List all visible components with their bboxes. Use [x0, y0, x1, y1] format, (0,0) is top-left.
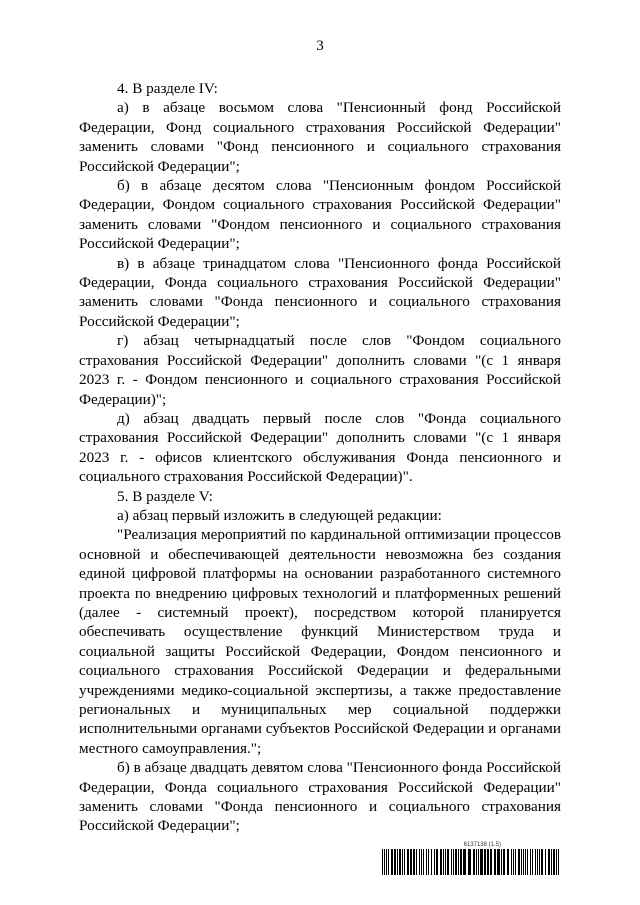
barcode-bar	[532, 849, 533, 875]
barcode-bar	[428, 849, 429, 875]
barcode-bar	[419, 849, 420, 875]
barcode-bar	[451, 849, 452, 875]
barcode-bar	[487, 849, 489, 875]
barcode-bar	[553, 849, 555, 875]
barcode-bar	[399, 849, 401, 875]
barcode-bar	[551, 849, 552, 875]
barcode-bar	[548, 849, 550, 875]
paragraph-4c: в) в абзаце тринадцатом слова "Пенсионного фонда Российской Федерации, Фонда социального страхования Российской Федерации" заменить словами "Фонда пенсионного и социального страхования Российской Федерации";	[79, 254, 561, 330]
barcode	[381, 849, 563, 875]
barcode-bar	[443, 849, 444, 875]
paragraph-5b: б) в абзаце двадцать девятом слова "Пенсионного фонда Российской Федерации, Фонда социального страхования Российской Федерации" заменить словами "Фонда пенсионного и социального страхования Российской Федерации";	[79, 759, 561, 835]
barcode-bar	[513, 849, 514, 875]
barcode-bar	[535, 849, 536, 875]
barcode-bar	[434, 849, 435, 875]
barcode-bar	[426, 849, 427, 875]
barcode-bar	[556, 849, 557, 875]
barcode-bar	[463, 849, 466, 875]
barcode-bar	[440, 849, 442, 875]
section-5-heading: 5. В разделе V:	[117, 487, 213, 505]
barcode-bar	[445, 849, 446, 875]
barcode-bar	[473, 849, 475, 875]
barcode-bar	[458, 849, 459, 875]
barcode-bar	[497, 849, 500, 875]
paragraph-5a-quote: "Реализация мероприятий по кардинальной оптимизации процессов основной и обеспечивающей деятельности невозможна без создания единой цифровой платформы на основании разработанного системного проекта по внедрению цифровых технологий и платформенных решений (далее - системный проект), посредством которой планируется обеспечивать осуществление функций Министерством труда и социальной защиты Российской Федерации, Фондом пенсионного и социального страхования Российской Федерации и федеральными учреждениями медико-социальной экспертизы, а также предоставление региональных и муниципальных мер социальной поддержки исполнительными органами субъектов Российской Федерации и органами местного самоуправления.";	[79, 526, 561, 757]
barcode-bar	[384, 849, 385, 875]
barcode-bar	[421, 849, 422, 875]
barcode-bar	[537, 849, 538, 875]
barcode-bar	[501, 849, 502, 875]
barcode-bar	[468, 849, 471, 875]
barcode-bar	[413, 849, 415, 875]
barcode-bar	[490, 849, 492, 875]
document-body	[79, 79, 561, 836]
barcode-bar	[404, 849, 405, 875]
barcode-bar	[447, 849, 449, 875]
barcode-bar	[518, 849, 520, 875]
barcode-bar	[503, 849, 505, 875]
barcode-bar	[530, 849, 531, 875]
paragraph-4d: г) абзац четырнадцатый после слов "Фондом социального страхования Российской Федерации" дополнить словами "(с 1 января 2023 г. - Фондом пенсионного и социального страхования Российской Федерации)";	[79, 332, 561, 408]
paragraph-4e: д) абзац двадцать первый после слов "Фонда социального страхования Российской Федерации" дополнить словами "(с 1 января 2023 г. - офисов клиентского обслуживания Фонда пенсионного и социального страхования Российской Федерации)".	[79, 409, 561, 486]
barcode-bar	[455, 849, 457, 875]
barcode-bar	[436, 849, 438, 875]
barcode-bar	[484, 849, 486, 875]
barcode-bar	[521, 849, 522, 875]
barcode-bar	[388, 849, 389, 875]
barcode-bar	[515, 849, 516, 875]
barcode-bar	[394, 849, 396, 875]
barcode-bar	[410, 849, 412, 875]
barcode-bar	[460, 849, 462, 875]
barcode-bar	[407, 849, 409, 875]
section-4-heading: 4. В разделе IV:	[117, 80, 218, 97]
barcode-bar	[494, 849, 496, 875]
barcode-bar	[539, 849, 540, 875]
barcode-bar	[511, 849, 512, 875]
barcode-bar	[431, 849, 432, 875]
barcode-bar	[402, 849, 403, 875]
page-number: 3	[316, 38, 324, 54]
barcode-label: 6137138 (1.5)	[463, 842, 501, 848]
barcode-bar	[476, 849, 477, 875]
barcode-bar	[507, 849, 509, 875]
paragraph-4b: б) в абзаце десятом слова "Пенсионным фондом Российской Федерации, Фондом социального страхования Российской Федерации" заменить словами "Фондом пенсионного и социального страхования Российской Федерации";	[79, 177, 561, 253]
barcode-bar	[541, 849, 543, 875]
barcode-bar	[391, 849, 393, 875]
paragraph-4a: а) в абзаце восьмом слова "Пенсионный фонд Российской Федерации, Фонд социального страхования Российской Федерации" заменить словами "Фонд пенсионного и социального страхования Российской Федерации";	[79, 99, 561, 175]
barcode-bar	[397, 849, 398, 875]
barcode-bar	[382, 849, 383, 875]
barcode-bar	[416, 849, 417, 875]
barcode-bar	[558, 849, 559, 875]
barcode-bar	[480, 849, 483, 875]
barcode-bar	[525, 849, 526, 875]
barcode-block	[381, 842, 563, 875]
paragraph-5a: а) абзац первый изложить в следующей редакции:	[117, 506, 442, 524]
barcode-bar	[478, 849, 479, 875]
barcode-bar	[423, 849, 424, 875]
barcode-bar	[523, 849, 524, 875]
barcode-bar	[545, 849, 546, 875]
barcode-bar	[386, 849, 387, 875]
barcode-bar	[527, 849, 528, 875]
barcode-bar	[453, 849, 454, 875]
